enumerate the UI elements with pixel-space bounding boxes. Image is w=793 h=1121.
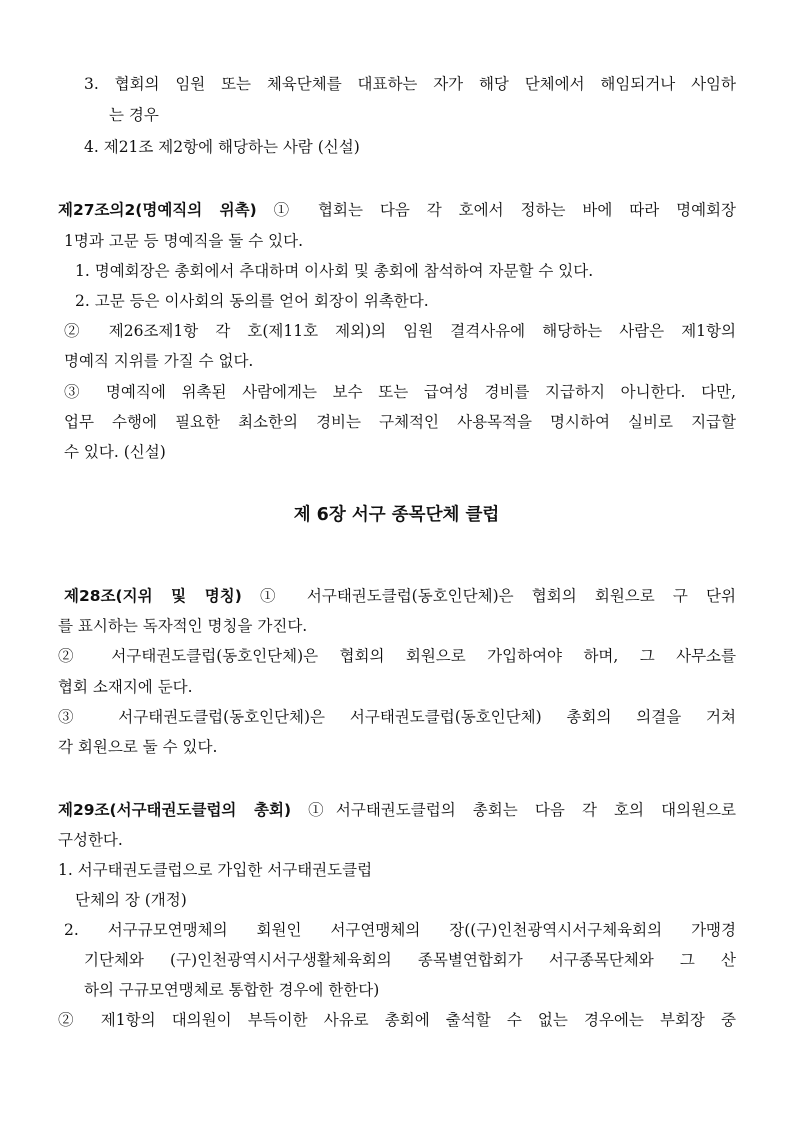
article-29-title: 제29조(서구태권도클럽의 총회) [58, 801, 292, 819]
article-29-p1-text: ①서구태권도클럽의 총회는 다음 각 호의 대의원으로 [291, 801, 737, 819]
article-28-p1-text: ① 서구태권도클럽(동호인단체)은 협회의 회원으로 구 단위 [241, 587, 736, 605]
article-27-2-item-1: 1. 명예회장은 총회에서 추대하며 이사회 및 총회에 참석하여 자문할 수 있다. [75, 262, 594, 280]
article-27-2-item-2: 2. 고문 등은 이사회의 동의를 얻어 회장이 위촉한다. [75, 292, 429, 310]
item-4: 4. 제21조 제2항에 해당하는 사람 (신설) [84, 138, 360, 156]
article-27-2-p2-line-1: ② 제26조제1항 각 호(제11호 제외)의 임원 결격사유에 해당하는 사람은 제1항의 [64, 322, 736, 340]
article-28-p3-line-1: ③ 서구태권도클럽(동호인단체)은 서구태권도클럽(동호인단체) 총회의 의결을 거쳐 [58, 708, 736, 726]
article-27-2-p2-line-2: 명예직 지위를 가질 수 없다. [64, 352, 254, 370]
article-29-line-1 [58, 799, 736, 821]
article-28-p2-line-2: 협회 소재지에 둔다. [58, 678, 193, 696]
article-29-item-2-line-1: 2. 서구규모연맹체의 회원인 서구연맹체의 장((구)인천광역시서구체육회의 가맹경 [64, 921, 736, 939]
article-27-2-title: 제27조의2(명예직의 위촉) [58, 201, 257, 219]
article-29-item-1-line-2: 단체의 장 (개정) [75, 891, 187, 909]
article-28-p2-line-1: ② 서구태권도클럽(동호인단체)은 협회의 회원으로 가입하여야 하며, 그 사무소를 [58, 647, 736, 665]
article-27-2-p1-text: ① 협회는 다음 각 호에서 정하는 바에 따라 명예회장 [256, 201, 736, 219]
article-29-item-1-line-1: 1. 서구태권도클럽으로 가입한 서구태권도클럽 [58, 861, 373, 879]
article-29-item-2-line-3: 하의 구규모연맹체로 통합한 경우에 한한다) [84, 981, 380, 999]
item-3-line-1: 3. 협회의 임원 또는 체육단체를 대표하는 자가 해당 단체에서 해임되거나 사임하 [84, 75, 736, 93]
article-29-p2-line-1: ② 제1항의 대의원이 부득이한 사유로 총회에 출석할 수 없는 경우에는 부회장 중 [58, 1011, 736, 1029]
article-28-title: 제28조(지위 및 명칭) [64, 587, 242, 605]
article-29-item-2-line-2: 기단체와 (구)인천광역시서구생활체육회의 종목별연합회가 서구종목단체와 그 산 [84, 951, 736, 969]
item-3-line-2: 는 경우 [109, 106, 159, 124]
article-28-line-1 [64, 585, 736, 607]
article-29-p1-line-2: 구성한다. [58, 831, 123, 849]
article-28-p1-line-2: 를 표시하는 독자적인 명칭을 가진다. [58, 617, 308, 635]
article-27-2-line-1 [58, 199, 736, 221]
article-28-p3-line-2: 각 회원으로 둘 수 있다. [58, 738, 218, 756]
article-27-2-p3-line-1: ③ 명예직에 위촉된 사람에게는 보수 또는 급여성 경비를 지급하지 아니한다. 다만, [64, 383, 736, 401]
article-27-2-p3-line-2: 업무 수행에 필요한 최소한의 경비는 구체적인 사용목적을 명시하여 실비로 지급할 [64, 413, 736, 431]
article-27-2-p3-line-3: 수 있다. (신설) [64, 443, 166, 461]
article-27-2-p1-line-2: 1명과 고문 등 명예직을 둘 수 있다. [64, 232, 304, 250]
chapter-heading: 제 6장 서구 종목단체 클럽 [293, 505, 500, 525]
